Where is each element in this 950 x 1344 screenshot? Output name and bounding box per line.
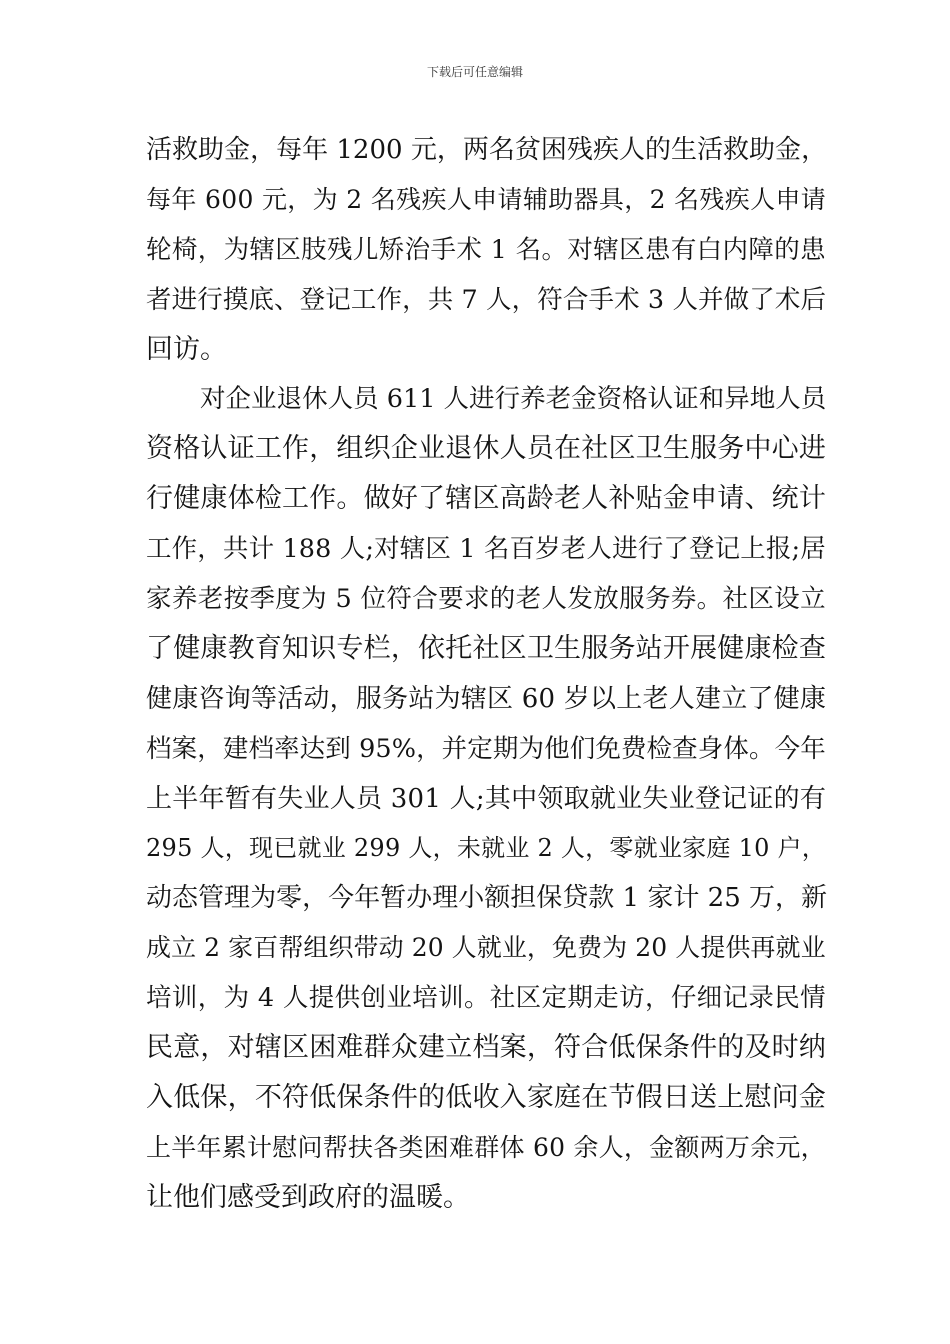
text-line: 上 半 年 暂 有 失 业 人 员 3 0 1 人 ; 其 中 领 取 就 业 失 业 登 记 证 的 有 (146, 783, 826, 814)
text-line: 轮 椅 ， 为 辖 区 肢 残 儿 矫 治 手 术 1 名 。 对 辖 区 患 有 白 内 障 的 患 (146, 234, 826, 265)
text-line: 让他们感受到政府的温暖。 (146, 1181, 470, 1213)
text-line: 成 立 2 家 百 帮 组 织 带 动 2 0 人 就 业 ， 免 费 为 2 0 人 提 供 再 就 业 (146, 933, 826, 963)
text-line: 家 养 老 按 季 度 为 5 位 符 合 要 求 的 老 人 发 放 服 务 券 。 社 区 设 立 (146, 584, 826, 615)
text-line: 了 健 康 教 育 知 识 专 栏 ， 依 托 社 区 卫 生 服 务 站 开 展 健 康 检 查 (146, 632, 826, 664)
document-body (146, 127, 826, 1225)
text-line: 上 半 年 累 计 慰 问 帮 扶 各 类 困 难 群 体 6 0 余 人 ， 金 额 两 万 余 元 ， (146, 1132, 826, 1162)
text-line: 入 低 保 ， 不 符 低 保 条 件 的 低 收 入 家 庭 在 节 假 日 送 上 慰 问 金 (146, 1081, 826, 1113)
text-line: 每 年 6 0 0 元 ， 为 2 名 残 疾 人 申 请 辅 助 器 具 ， 2 名 残 疾 人 申 请 (146, 184, 826, 214)
text-line: 行 健 康 体 检 工 作 。 做 好 了 辖 区 高 龄 老 人 补 贴 金 申 请 、 统 计 (146, 483, 826, 515)
text-line: 者 进 行 摸 底 、 登 记 工 作 ， 共 7 人 ， 符 合 手 术 3 人 并 做 了 术 后 (146, 284, 826, 315)
text-line: 工 作 ， 共 计 1 8 8 人 ; 对 辖 区 1 名 百 岁 老 人 进 行 了 登 记 上 报 ; 居 (146, 534, 826, 565)
text-line: 回访。 (146, 333, 227, 365)
page-header: 下载后可任意编辑 (426, 65, 523, 79)
text-line: 2 9 5 人 ， 现 已 就 业 2 9 9 人 ， 未 就 业 2 人 ， 零 就 业 家 庭 1 0 户 ， (146, 834, 826, 863)
text-line: 民 意 ， 对 辖 区 困 难 群 众 建 立 档 案 ， 符 合 低 保 条 件 的 及 时 纳 (146, 1032, 826, 1064)
text-line: 对 企 业 退 休 人 员 6 1 1 人 进 行 养 老 金 资 格 认 证 和 异 地 人 员 (200, 384, 827, 415)
text-line: 动 态 管 理 为 零 ， 今 年 暂 办 理 小 额 担 保 贷 款 1 家 计 2 5 万 ， 新 (146, 883, 828, 914)
text-line: 资 格 认 证 工 作 ， 组 织 企 业 退 休 人 员 在 社 区 卫 生 服 务 中 心 进 (146, 433, 826, 465)
text-line: 培 训 ， 为 4 人 提 供 创 业 培 训 。 社 区 定 期 走 访 ， 仔 细 记 录 民 情 (146, 983, 826, 1014)
text-line: 档 案 ， 建 档 率 达 到 9 5 % ， 并 定 期 为 他 们 免 费 检 查 身 体 。 今 年 (146, 733, 826, 764)
text-line: 活 救 助 金 ， 每 年 1 2 0 0 元 ， 两 名 贫 困 残 疾 人 的 生 活 救 助 金 ， (146, 135, 828, 165)
text-line: 健 康 咨 询 等 活 动 ， 服 务 站 为 辖 区 6 0 岁 以 上 老 人 建 立 了 健 康 (146, 683, 826, 714)
